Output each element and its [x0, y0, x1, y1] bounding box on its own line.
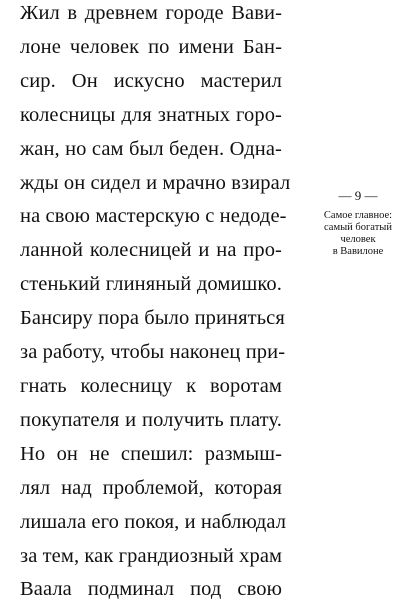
running-title-line: Самое главное:	[323, 210, 393, 221]
text-line: Бансиру пора было приняться	[20, 307, 285, 330]
text-line: на свою мастерскую с недоде-	[20, 205, 287, 228]
text-line: стенький глиняный домишко.	[20, 273, 282, 296]
text-line: Ваала подминал под свою	[20, 578, 282, 601]
text-line: ланной колесницей и на про-	[20, 239, 282, 262]
text-line: покупателя и получить плату.	[20, 408, 282, 431]
running-title-line: человек	[340, 234, 376, 245]
running-title	[302, 210, 414, 258]
text-line: лоне человек по имени Бан-	[20, 35, 282, 58]
text-line: гнать колесницу к воротам	[20, 374, 282, 397]
text-line: колесницы для знатных горо-	[20, 103, 282, 126]
text-line: Жил в древнем городе Вави-	[20, 2, 282, 24]
text-line: Но он не спешил: размыш-	[20, 442, 282, 465]
text-line: за работу, чтобы наконец при-	[20, 341, 286, 364]
text-line: лишала его покоя, и наблюдал	[20, 510, 287, 533]
text-line: жды он сидел и мрачно взирал	[20, 171, 291, 194]
page-number: — 9 —	[338, 188, 378, 203]
page-sidebar	[302, 188, 414, 258]
text-line: лял над проблемой, которая	[20, 476, 282, 499]
text-line: жан, но сам был беден. Одна-	[20, 137, 282, 160]
main-text-column	[20, 0, 291, 607]
running-title-line: самый богатый	[324, 222, 392, 233]
running-title-line: в Вавилоне	[332, 246, 384, 257]
text-line: сир. Он искусно мастерил	[20, 69, 282, 92]
text-line: за тем, как грандиозный храм	[20, 544, 283, 567]
